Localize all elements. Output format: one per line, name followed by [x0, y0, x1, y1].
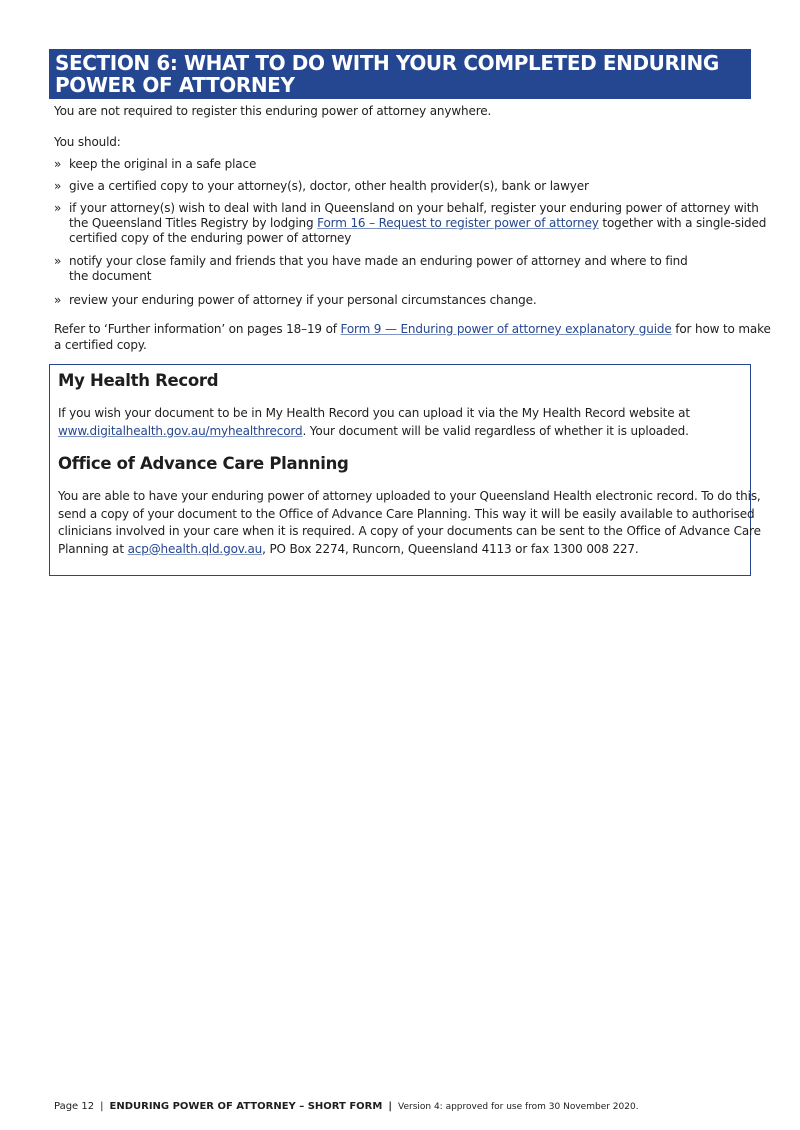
section-title-line-1: SECTION 6: WHAT TO DO WITH YOUR COMPLETED ENDURING: [55, 51, 719, 75]
footer-version: Version 4: approved for use from 30 November 2020.: [398, 1102, 639, 1112]
section-banner: [49, 49, 751, 99]
text-segment: . Your document will be valid regardless of whether it is uploaded.: [302, 423, 689, 438]
refer-text-line-2: a certified copy.: [54, 338, 147, 352]
list-item-text-line-3: certified copy of the enduring power of attorney: [69, 231, 352, 245]
text-segment: together with a single-sided: [598, 216, 767, 230]
footer-separator: |: [388, 1101, 392, 1112]
text-segment: , PO Box 2274, Runcorn, Queensland 4113 or fax 1300 008 227.: [262, 541, 639, 556]
text-line: You are able to have your enduring power of attorney uploaded to your Queensland Health electronic record. To do this,: [58, 489, 761, 503]
footer-form-name: ENDURING POWER OF ATTORNEY – SHORT FORM: [109, 1101, 383, 1112]
form-9-link[interactable]: Form 9 — Enduring power of attorney explanatory guide: [340, 322, 672, 336]
text-line: clinicians involved in your care when it is required. A copy of your documents can be sent to the Office of Advance Care: [58, 524, 761, 538]
text-line: [58, 541, 748, 559]
advance-care-planning-heading: Office of Advance Care Planning: [58, 454, 349, 473]
refer-text: [54, 322, 771, 337]
footer-separator: |: [100, 1101, 104, 1112]
text-segment: the Queensland Titles Registry by lodging: [69, 216, 318, 230]
list-item-text-line-2: the document: [69, 269, 152, 283]
text-segment: Planning at: [58, 541, 128, 556]
list-item-text-line-2: [69, 216, 767, 231]
text-line: send a copy of your document to the Office of Advance Care Planning. This way it will be easily available to authorised: [58, 506, 755, 521]
info-box: [49, 364, 761, 576]
section-title-line-2: POWER OF ATTORNEY: [55, 73, 295, 97]
my-health-record-heading: My Health Record: [58, 371, 219, 390]
advance-care-planning-text: [58, 488, 761, 558]
page-number: Page 12: [54, 1101, 95, 1112]
text-line: [58, 423, 748, 441]
digital-health-link[interactable]: www.digitalhealth.gov.au/myhealthrecord: [58, 423, 303, 438]
bullet-marker: »: [54, 293, 62, 307]
form-16-link[interactable]: Form 16 – Request to register power of attorney: [317, 216, 599, 230]
list-item-text: review your enduring power of attorney if your personal circumstances change.: [69, 293, 537, 307]
list-item-text: notify your close family and friends that you have made an enduring power of attorney and where to find: [69, 254, 688, 268]
intro-text: You are not required to register this enduring power of attorney anywhere.: [54, 104, 492, 118]
page-footer: [54, 1100, 639, 1114]
text-line: If you wish your document to be in My Health Record you can upload it via the My Health Record website at: [58, 406, 690, 420]
my-health-record-text: [58, 405, 748, 440]
section-title: [55, 52, 743, 96]
list-item-text: keep the original in a safe place: [69, 157, 257, 171]
text-segment: Refer to ‘Further information’ on pages 18–19 of: [54, 322, 341, 336]
list-item-text: give a certified copy to your attorney(s), doctor, other health provider(s), bank or lawyer: [69, 179, 589, 193]
text-segment: for how to make: [671, 322, 771, 336]
bullet-marker: »: [54, 254, 62, 268]
acp-email-link[interactable]: acp@health.qld.gov.au: [127, 541, 263, 556]
list-item-text: if your attorney(s) wish to deal with land in Queensland on your behalf, register your enduring power of attorney with: [69, 201, 759, 215]
bullet-marker: »: [54, 179, 62, 193]
you-should-text: You should:: [54, 135, 121, 149]
bullet-marker: »: [54, 201, 62, 215]
bullet-marker: »: [54, 157, 62, 171]
